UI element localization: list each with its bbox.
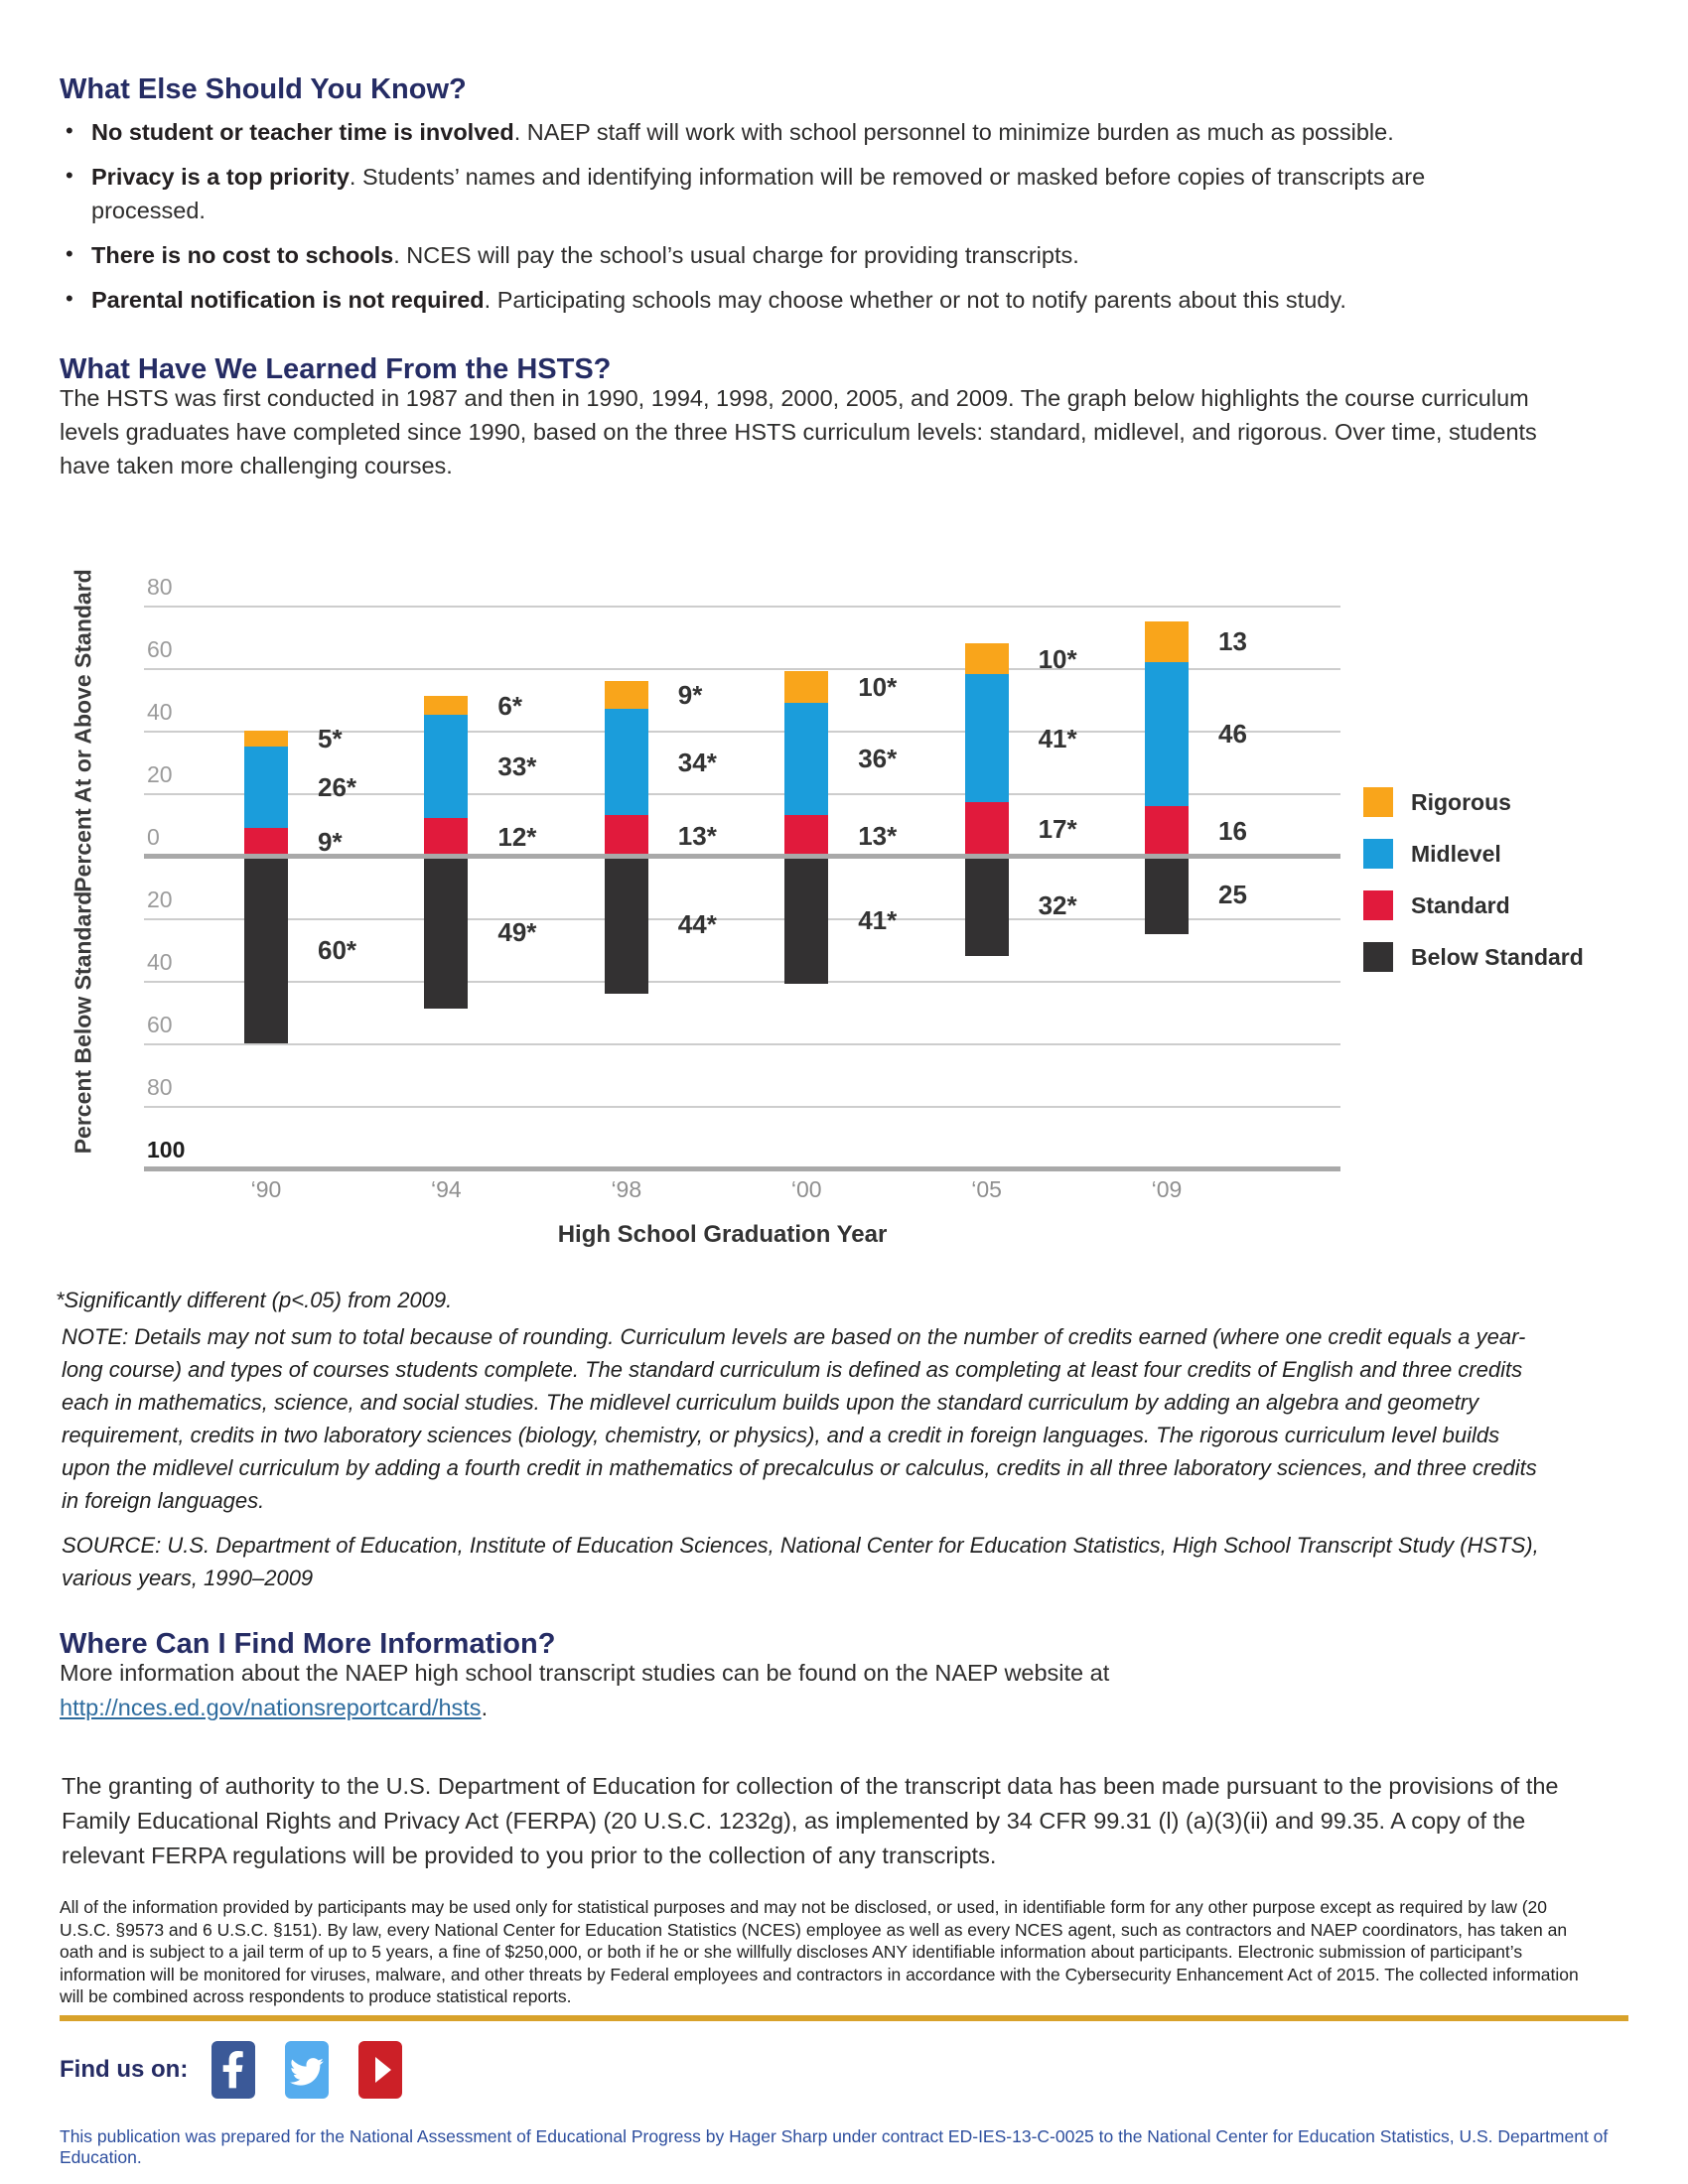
- y-axis-tick-label: 0: [147, 824, 160, 850]
- chart-source: SOURCE: U.S. Department of Education, Institute of Education Sciences, National Center for Education Statistics, High School Transcript Study (HSTS), various years, 1990–2009: [62, 1533, 1539, 1590]
- bullet-text: . NAEP staff will work with school personnel to minimize burden as much as possible.: [513, 119, 1394, 145]
- bar-value-label: 33*: [497, 751, 537, 782]
- moreinfo-heading: Where Can I Find More Information?: [60, 1628, 556, 1660]
- y-axis-tick-label: 20: [147, 761, 173, 787]
- bar-value-label: 5*: [318, 723, 343, 753]
- bar-segment-standard-94: [424, 818, 468, 856]
- chart-legend: [1363, 787, 1584, 994]
- y-axis-tick-label: 100: [147, 1137, 186, 1162]
- bar-segment-standard-09: [1145, 806, 1189, 856]
- know-bullet-list: [60, 115, 1509, 328]
- bar-value-label: 41*: [858, 904, 898, 935]
- y-axis-tick-label: 60: [147, 1012, 173, 1037]
- bar-segment-below-standard-90: [244, 856, 288, 1043]
- bar-segment-midlevel-98: [605, 709, 648, 815]
- bullet-item: [60, 283, 1509, 317]
- bullet-bold-text: No student or teacher time is involved: [91, 119, 514, 145]
- bar-value-label: 9*: [318, 826, 343, 857]
- x-axis-tick-label: ‘98: [611, 1176, 642, 1202]
- bar-segment-midlevel-90: [244, 747, 288, 828]
- bar-segment-midlevel-05: [965, 674, 1009, 802]
- significance-footnote: *Significantly different (p<.05) from 2009.: [56, 1288, 453, 1312]
- bar-segment-below-standard-98: [605, 856, 648, 994]
- bar-segment-midlevel-00: [784, 703, 828, 815]
- bar-value-label: 36*: [858, 744, 898, 774]
- legend-item: [1363, 890, 1584, 920]
- bar-value-label: 60*: [318, 934, 357, 965]
- bar-value-label: 9*: [677, 679, 703, 710]
- bar-segment-rigorous-00: [784, 671, 828, 703]
- bullet-bold-text: Parental notification is not required: [91, 287, 485, 313]
- bottom-axis-line: [144, 1166, 1340, 1171]
- bullet-text: . NCES will pay the school’s usual charge for providing transcripts.: [393, 242, 1079, 268]
- bar-segment-standard-00: [784, 815, 828, 856]
- y-axis-tick-label: 40: [147, 699, 173, 725]
- bullet-bold-text: Privacy is a top priority: [91, 164, 350, 190]
- x-axis-tick-label: ‘00: [790, 1176, 822, 1202]
- bar-value-label: 12*: [497, 822, 537, 853]
- gold-divider: [60, 2015, 1628, 2021]
- ferpa-paragraph: The granting of authority to the U.S. Department of Education for collection of the transcript data has been made pursuant to the provisions of the Family Educational Rights and Privacy Act (FERPA) (20 U.S.C. 1232g), as implemented by 34 CFR 99.31 (l) (a)(3)(ii) and 99.35. A copy of the relevant FERPA regulations will be provided to you prior to the collection of any transcripts.: [62, 1773, 1559, 1868]
- fine-print: All of the information provided by participants may be used only for statistical purposes and may not be disclosed, or used, in identifiable form for any other purpose except as required by law (20 U.S.C. §9573 and 6 U.S.C. §151). By law, every National Center for Education Statistics (NCES) employee as well as every NCES agent, such as contractors and NAEP coordinators, has taken an oath and is subject to a jail term of up to 5 years, a fine of $250,000, or both if he or she willfully discloses ANY identifiable information about participants. Electronic submission of participant’s information will be monitored for viruses, malware, and other threats by Federal employees and contractors in accordance with the Cybersecurity Enhancement Act of 2015. The collected information will be combined across respondents to produce statistical reports.: [60, 1897, 1579, 2006]
- bar-value-label: 6*: [497, 690, 522, 721]
- moreinfo-paragraph: [60, 1656, 1549, 1725]
- x-axis-tick-label: ‘05: [971, 1176, 1002, 1202]
- legend-swatch-icon: [1363, 839, 1393, 869]
- chart-plot-area: [144, 576, 1340, 1171]
- bar-segment-rigorous-98: [605, 681, 648, 709]
- legend-swatch-icon: [1363, 787, 1393, 817]
- find-us-label: Find us on:: [60, 2056, 189, 2083]
- bullet-icon: •: [66, 241, 73, 266]
- gridline: [144, 606, 1340, 608]
- legend-label: Midlevel: [1411, 841, 1501, 867]
- bar-segment-below-standard-09: [1145, 856, 1189, 934]
- legend-item: [1363, 839, 1584, 869]
- legend-label: Standard: [1411, 892, 1510, 918]
- legend-item: [1363, 787, 1584, 817]
- bar-value-label: 13*: [858, 820, 898, 851]
- bar-segment-below-standard-05: [965, 856, 1009, 956]
- bullet-icon: •: [66, 286, 73, 311]
- x-axis-tick-label: ‘09: [1151, 1176, 1183, 1202]
- bar-value-label: 17*: [1038, 814, 1077, 845]
- bar-value-label: 49*: [497, 917, 537, 948]
- bar-value-label: 26*: [318, 771, 357, 802]
- bullet-item: [60, 160, 1509, 227]
- gridline: [144, 981, 1340, 983]
- legend-item: [1363, 942, 1584, 972]
- bar-value-label: 10*: [1038, 643, 1077, 674]
- bar-value-label: 25: [1218, 880, 1247, 910]
- legend-label: Rigorous: [1411, 789, 1511, 815]
- bar-segment-standard-98: [605, 815, 648, 856]
- bar-value-label: 13: [1218, 626, 1247, 657]
- bullet-item: [60, 238, 1509, 272]
- know-heading: What Else Should You Know?: [60, 73, 467, 105]
- facebook-icon[interactable]: [211, 2041, 255, 2099]
- y-axis-tick-label: 20: [147, 887, 173, 912]
- curriculum-stacked-bar-chart: Percent At or Above Standard Percent Below Standard 80 60 40 20 20 40 60 80 9* 26* 5* 60* 12* 33* 6* 49* 13* 34* 9* 44* 13* 36* 10* 41* 17* 41* 10* 32* 16 46 13 25 0 100 Rigorous Midlevel Standard Below Standard High School Graduation Year ‘90 ‘94 ‘98 ‘00 ‘05 ‘09: [70, 569, 1584, 1248]
- bullet-text: . Participating schools may choose whether or not to notify parents about this study.: [484, 287, 1346, 313]
- legend-label: Below Standard: [1411, 944, 1584, 970]
- x-axis-tick-label: ‘94: [431, 1176, 462, 1202]
- learned-paragraph: The HSTS was first conducted in 1987 and then in 1990, 1994, 1998, 2000, 2005, and 2009. The graph below highlights the course curriculum levels graduates have completed since 1990, based on the three HSTS curriculum levels: standard, midlevel, and rigorous. Over time, students have taken more challenging courses.: [60, 385, 1537, 478]
- x-axis-tick-label: ‘90: [250, 1176, 282, 1202]
- y-axis-tick-label: 80: [147, 574, 173, 600]
- legend-swatch-icon: [1363, 942, 1393, 972]
- bar-segment-rigorous-90: [244, 731, 288, 747]
- bar-segment-standard-05: [965, 802, 1009, 856]
- bar-segment-below-standard-00: [784, 856, 828, 984]
- bar-value-label: 32*: [1038, 890, 1077, 921]
- x-axis-title: High School Graduation Year: [557, 1221, 888, 1248]
- bar-value-label: 46: [1218, 719, 1247, 750]
- bar-value-label: 34*: [677, 747, 717, 777]
- bullet-text: . Students’ names and identifying information will be removed or masked before copies of transcripts are processed.: [91, 164, 1426, 223]
- bar-segment-midlevel-09: [1145, 662, 1189, 806]
- bullet-item: [60, 115, 1509, 149]
- bar-value-label: 13*: [677, 820, 717, 851]
- bar-segment-rigorous-09: [1145, 621, 1189, 662]
- bar-segment-rigorous-05: [965, 643, 1009, 675]
- hsts-link[interactable]: http://nces.ed.gov/nationsreportcard/hsts: [60, 1695, 482, 1720]
- bar-segment-rigorous-94: [424, 696, 468, 715]
- bar-segment-midlevel-94: [424, 715, 468, 818]
- legend-swatch-icon: [1363, 890, 1393, 920]
- y-axis-tick-label: 80: [147, 1074, 173, 1100]
- moreinfo-suffix: .: [481, 1695, 489, 1720]
- bar-value-label: 10*: [858, 671, 898, 702]
- bullet-icon: •: [66, 163, 73, 188]
- bar-segment-below-standard-94: [424, 856, 468, 1009]
- chart-note: NOTE: Details may not sum to total because of rounding. Curriculum levels are based on the number of credits earned (where one credit equals a year-long course) and types of courses students complete. The standard curriculum is defined as completing at least four credits of English and three credits each in mathematics, science, and social studies. The midlevel curriculum builds upon the standard curriculum by adding an algebra and geometry requirement, credits in two laboratory sciences (biology, chemistry, or physics), and a credit in foreign languages. The rigorous curriculum level builds upon the midlevel curriculum by adding a fourth credit in mathematics of precalculus or calculus, credits in all three laboratory sciences, and three credits in foreign languages.: [62, 1324, 1537, 1513]
- bar-value-label: 16: [1218, 815, 1247, 846]
- youtube-icon[interactable]: [358, 2041, 402, 2099]
- gridline: [144, 1043, 1340, 1045]
- learned-heading: What Have We Learned From the HSTS?: [60, 353, 612, 385]
- publication-footer: This publication was prepared for the National Assessment of Educational Progress by Hager Sharp under contract ED-IES-13-C-0025 to the National Center for Education Statistics, U.S. Department of Education.: [60, 2126, 1609, 2167]
- y-axis-tick-label: 40: [147, 949, 173, 975]
- social-bar: [60, 2041, 432, 2099]
- bar-segment-standard-90: [244, 828, 288, 856]
- bar-value-label: 41*: [1038, 723, 1077, 753]
- bullet-icon: •: [66, 118, 73, 143]
- moreinfo-text: More information about the NAEP high school transcript studies can be found on the NAEP website at: [60, 1660, 1110, 1686]
- twitter-icon[interactable]: [285, 2041, 329, 2099]
- bar-value-label: 44*: [677, 909, 717, 940]
- gridline: [144, 1106, 1340, 1108]
- y-axis-tick-label: 60: [147, 636, 173, 662]
- bullet-bold-text: There is no cost to schools: [91, 242, 394, 268]
